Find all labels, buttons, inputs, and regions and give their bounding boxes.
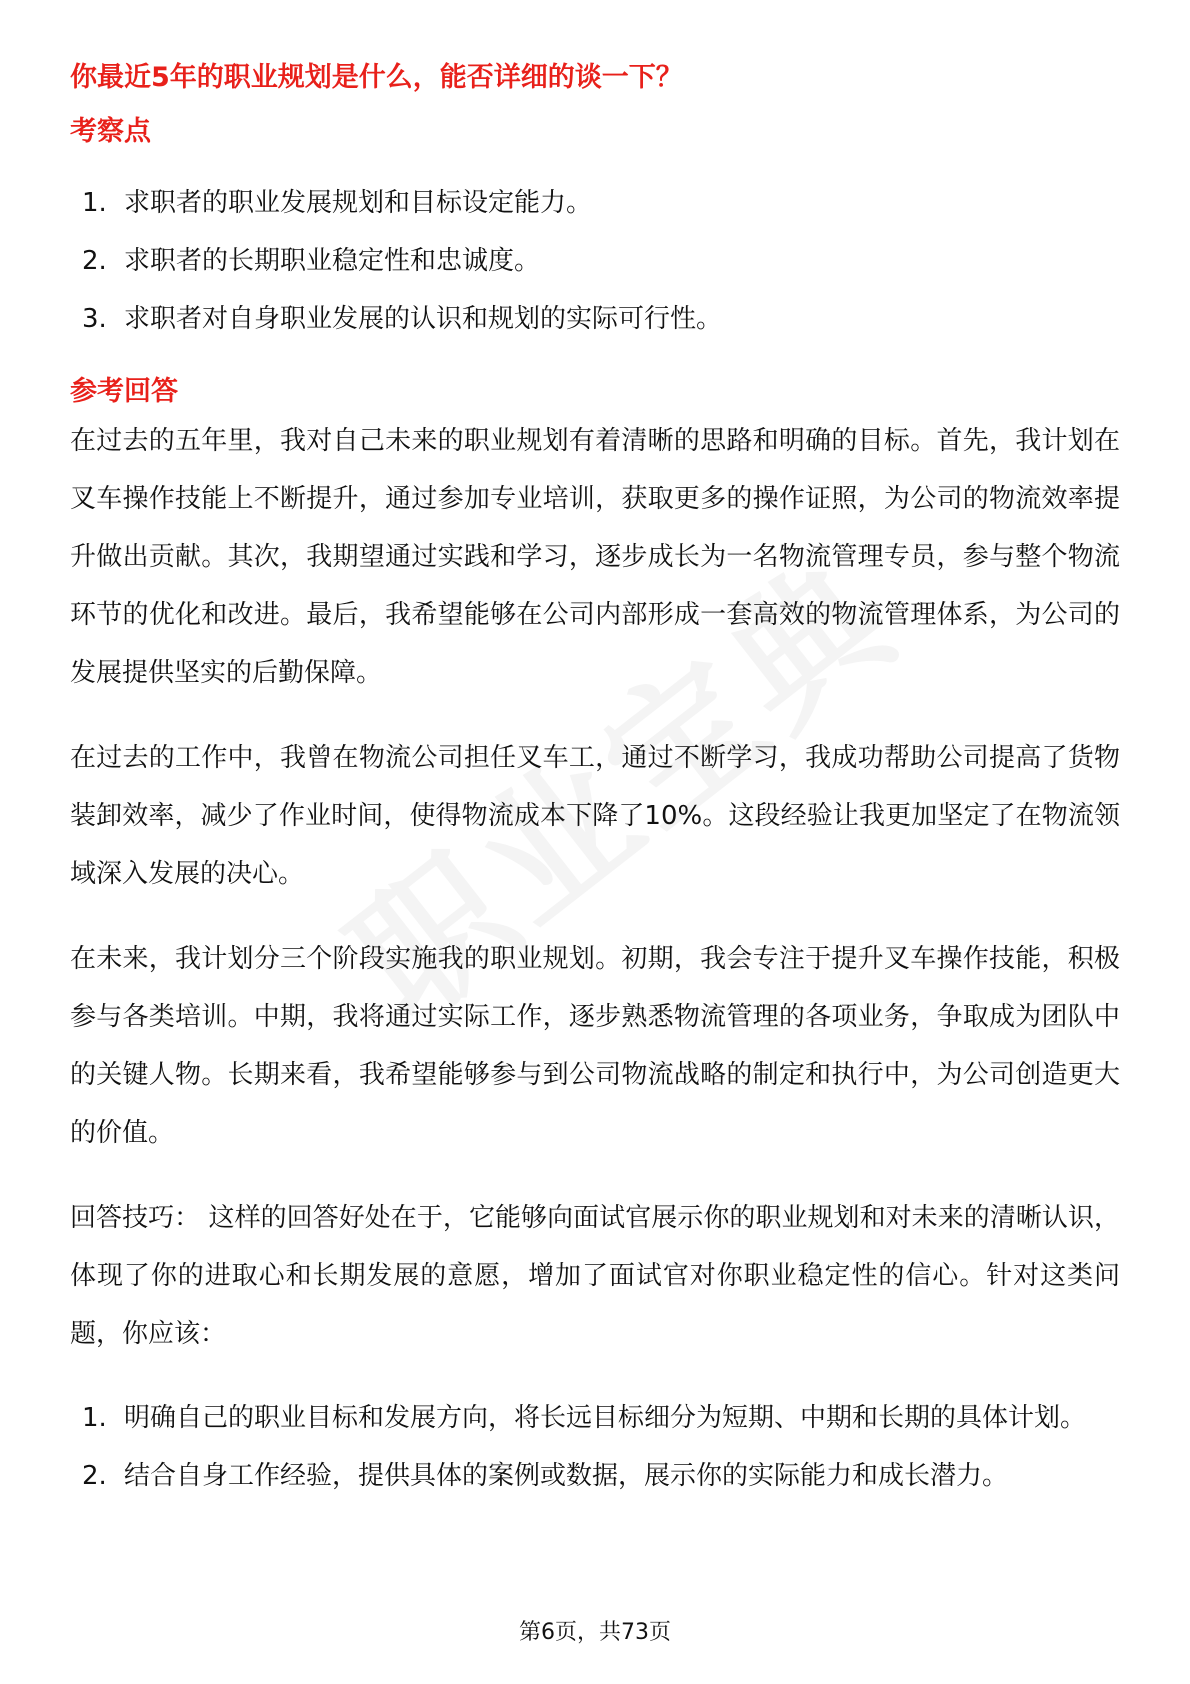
question-heading: 你最近5年的职业规划是什么，能否详细的谈一下？ — [70, 62, 683, 93]
list-item: 2. 求职者的长期职业稳定性和忠诚度。 — [82, 246, 541, 276]
answer-paragraph: 在过去的五年里，我对自己未来的职业规划有着清晰的思路和明确的目标。首先，我计划在叉车操作技能上不断提升，通过参加专业培训，获取更多的操作证照，为公司的物流效率提升做出贡献。其次，我期望通过实践和学习，逐步成长为一名物流管理专员，参与整个物流环节的优化和改进。最后，我希望能够在公司内部形成一套高效的物流管理体系，为公司的发展提供坚实的后勤保障。 — [70, 426, 1120, 688]
list-item: 2. 结合自身工作经验，提供具体的案例或数据，展示你的实际能力和成长潜力。 — [82, 1461, 1009, 1491]
answer-tips-paragraph: 回答技巧： 这样的回答好处在于，它能够向面试官展示你的职业规划和对未来的清晰认识，体现了你的进取心和长期发展的意愿，增加了面试官对你职业稳定性的信心。针对这类问题，你应该： — [70, 1203, 1120, 1349]
list-item: 1. 求职者的职业发展规划和目标设定能力。 — [82, 188, 593, 218]
answer-paragraph: 在过去的工作中，我曾在物流公司担任叉车工，通过不断学习，我成功帮助公司提高了货物装卸效率，减少了作业时间，使得物流成本下降了10%。这段经验让我更加坚定了在物流领域深入发展的决心。 — [70, 743, 1120, 889]
answer-paragraph: 在未来，我计划分三个阶段实施我的职业规划。初期，我会专注于提升叉车操作技能，积极参与各类培训。中期，我将通过实际工作，逐步熟悉物流管理的各项业务，争取成为团队中的关键人物。长期来看，我希望能够参与到公司物流战略的制定和执行中，为公司创造更大的价值。 — [70, 944, 1120, 1148]
reference-answer-title: 参考回答 — [70, 376, 178, 407]
exam-points-title: 考察点 — [70, 116, 151, 147]
exam-points-list — [70, 174, 1120, 348]
tips-list — [70, 1389, 1120, 1505]
document-page — [70, 58, 1120, 1505]
list-item: 3. 求职者对自身职业发展的认识和规划的实际可行性。 — [82, 304, 723, 334]
list-item: 1. 明确自己的职业目标和发展方向，将长远目标细分为短期、中期和长期的具体计划。 — [82, 1403, 1087, 1433]
page-footer: 第6页，共73页 — [519, 1620, 671, 1645]
